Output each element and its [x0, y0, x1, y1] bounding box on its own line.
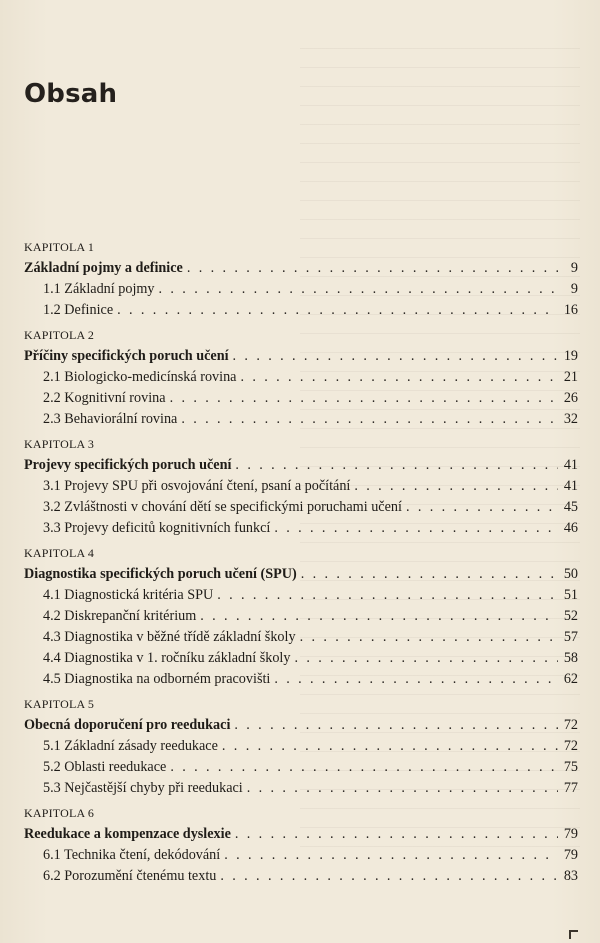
toc-entry-section-entry [24, 757, 578, 778]
section-entry: 2.2 Kognitivní rovina [43, 390, 166, 406]
chapter-label: KAPITOLA 5 [24, 697, 95, 711]
table-of-contents [24, 240, 578, 894]
toc-entry-chapter-title [24, 564, 578, 585]
page-number: 9 [570, 281, 578, 297]
page-number: 41 [563, 478, 578, 494]
dot-leader [294, 648, 558, 669]
section-entry: 4.3 Diagnostika v běžné třídě základní školy [43, 629, 296, 645]
chapter-title: Obecná doporučení pro reedukaci [24, 717, 231, 733]
toc-entry-section-entry [24, 648, 578, 669]
dot-leader [234, 715, 558, 736]
chapter-label: KAPITOLA 3 [24, 437, 95, 451]
section-entry: 4.4 Diagnostika v 1. ročníku základní školy [43, 650, 291, 666]
dot-leader [159, 279, 558, 300]
toc-chapter [24, 240, 578, 321]
dot-leader [406, 497, 558, 518]
toc-entry-section-entry [24, 627, 578, 648]
page-number: 45 [563, 499, 578, 515]
section-entry: 1.2 Definice [43, 302, 114, 318]
page-number: 32 [563, 411, 578, 427]
dot-leader [240, 367, 558, 388]
toc-entry-section-entry [24, 778, 578, 799]
dot-leader [220, 866, 558, 887]
toc-entry-section-entry [24, 518, 578, 539]
toc-entry-section-entry [24, 669, 578, 690]
section-entry: 3.3 Projevy deficitů kognitivních funkcí [43, 520, 271, 536]
dot-leader [200, 606, 558, 627]
toc-chapter [24, 328, 578, 430]
toc-entry-section-entry [24, 279, 578, 300]
section-entry: 3.2 Zvláštnosti v chování dětí se specifickými poruchami učení [43, 499, 402, 515]
section-entry: 1.1 Základní pojmy [43, 281, 155, 297]
page-number: 26 [563, 390, 578, 406]
toc-entry-section-entry [24, 367, 578, 388]
page-number: 79 [563, 847, 578, 863]
page-title: Obsah [24, 79, 118, 109]
dot-leader [233, 346, 558, 367]
chapter-title: Projevy specifických poruch učení [24, 457, 232, 473]
section-entry: 5.3 Nejčastější chyby při reedukaci [43, 780, 243, 796]
dot-leader [235, 455, 558, 476]
page-number: 46 [563, 520, 578, 536]
dot-leader [117, 300, 558, 321]
toc-entry-chapter-title [24, 455, 578, 476]
toc-entry-chapter-title [24, 346, 578, 367]
page-number: 72 [563, 738, 578, 754]
section-entry: 4.2 Diskrepanční kritérium [43, 608, 197, 624]
chapter-label: KAPITOLA 2 [24, 328, 95, 342]
toc-entry-section-entry [24, 736, 578, 757]
dot-leader [181, 409, 558, 430]
toc-entry-section-entry [24, 409, 578, 430]
chapter-label: KAPITOLA 1 [24, 240, 95, 254]
page-number: 52 [563, 608, 578, 624]
toc-chapter [24, 437, 578, 539]
dot-leader [187, 258, 558, 279]
chapter-label: KAPITOLA 6 [24, 806, 95, 820]
page-number: 62 [563, 671, 578, 687]
page-number: 75 [563, 759, 578, 775]
page-number: 51 [563, 587, 578, 603]
toc-entry-section-entry [24, 606, 578, 627]
page-number: 57 [563, 629, 578, 645]
page-number: 16 [563, 302, 578, 318]
section-entry: 6.1 Technika čtení, dekódování [43, 847, 221, 863]
section-entry: 4.1 Diagnostická kritéria SPU [43, 587, 214, 603]
section-entry: 4.5 Diagnostika na odborném pracovišti [43, 671, 271, 687]
chapter-title: Příčiny specifických poruch učení [24, 348, 229, 364]
dot-leader [222, 736, 558, 757]
dot-leader [217, 585, 558, 606]
chapter-title: Reedukace a kompenzace dyslexie [24, 826, 231, 842]
page-number: 50 [563, 566, 578, 582]
dot-leader [301, 564, 558, 585]
page-number: 58 [563, 650, 578, 666]
corner-crop-mark [569, 930, 578, 939]
toc-entry-chapter-title [24, 258, 578, 279]
toc-entry-section-entry [24, 845, 578, 866]
chapter-title: Diagnostika specifických poruch učení (SPU) [24, 566, 297, 582]
section-entry: 2.1 Biologicko-medicínská rovina [43, 369, 237, 385]
section-entry: 2.3 Behaviorální rovina [43, 411, 178, 427]
page-number: 77 [563, 780, 578, 796]
dot-leader [247, 778, 558, 799]
dot-leader [235, 824, 558, 845]
page-number: 83 [563, 868, 578, 884]
page-number: 21 [563, 369, 578, 385]
section-entry: 5.1 Základní zásady reedukace [43, 738, 218, 754]
toc-chapter [24, 806, 578, 887]
dot-leader [170, 757, 558, 778]
section-entry: 6.2 Porozumění čtenému textu [43, 868, 217, 884]
toc-entry-section-entry [24, 497, 578, 518]
toc-entry-section-entry [24, 585, 578, 606]
toc-entry-section-entry [24, 388, 578, 409]
page-number: 79 [563, 826, 578, 842]
dot-leader [274, 518, 558, 539]
page-number: 19 [563, 348, 578, 364]
dot-leader [274, 669, 558, 690]
chapter-title: Základní pojmy a definice [24, 260, 183, 276]
dot-leader [170, 388, 558, 409]
section-entry: 5.2 Oblasti reedukace [43, 759, 167, 775]
section-entry: 3.1 Projevy SPU při osvojování čtení, psaní a počítání [43, 478, 351, 494]
dot-leader [354, 476, 558, 497]
toc-entry-chapter-title [24, 715, 578, 736]
chapter-label: KAPITOLA 4 [24, 546, 95, 560]
dot-leader [224, 845, 558, 866]
page-number: 41 [563, 457, 578, 473]
toc-entry-section-entry [24, 300, 578, 321]
dot-leader [300, 627, 558, 648]
page-number: 72 [563, 717, 578, 733]
toc-entry-section-entry [24, 476, 578, 497]
toc-entry-chapter-title [24, 824, 578, 845]
toc-chapter [24, 697, 578, 799]
toc-entry-section-entry [24, 866, 578, 887]
page-number: 9 [570, 260, 578, 276]
toc-chapter [24, 546, 578, 690]
